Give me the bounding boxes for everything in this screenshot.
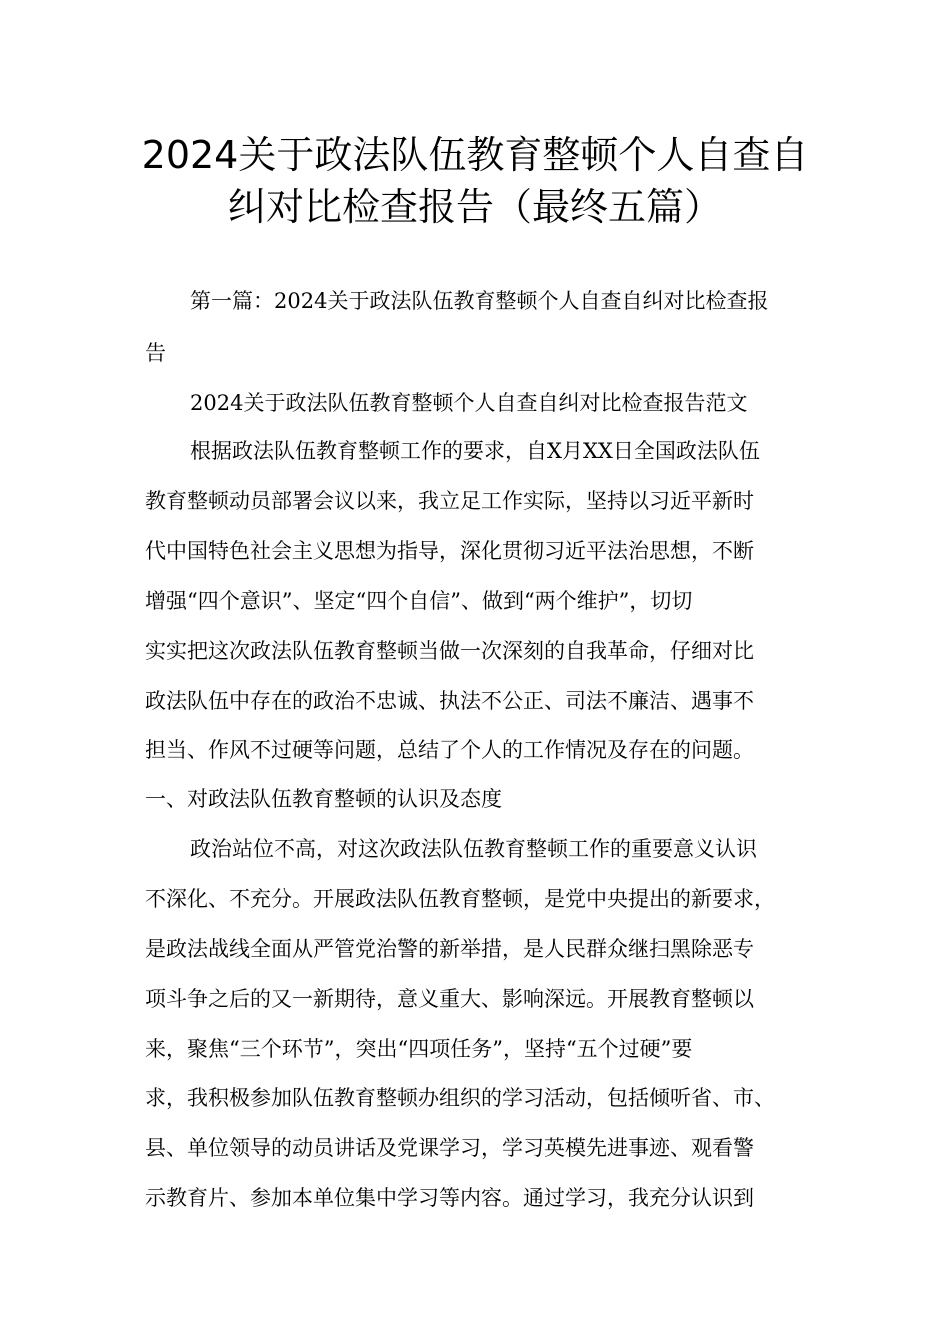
- paragraph-line: 县、单位领导的动员讲话及党课学习，学习英模先进事迹、观看警: [145, 1136, 754, 1160]
- paragraph-line: 教育整顿动员部署会议以来，我立足工作实际，坚持以习近平新时: [145, 489, 754, 513]
- paragraph-line: 增强“四个意识”、坚定“四个自信”、做到“两个维护”，切切: [145, 589, 693, 613]
- article-heading-line: 告: [145, 341, 166, 365]
- paragraph-line: 不深化、不充分。开展政法队伍教育整顿，是党中央提出的新要求，: [145, 887, 775, 911]
- paragraph-line: 实实把这次政法队伍教育整顿当做一次深刻的自我革命，仔细对比: [145, 639, 754, 663]
- paragraph-line: 是政法战线全面从严管党治警的新举措，是人民群众继扫黑除恶专: [145, 937, 754, 961]
- paragraph-line: 政治站位不高，对这次政法队伍教育整顿工作的重要意义认识: [190, 837, 757, 861]
- article-subtitle: 2024关于政法队伍教育整顿个人自查自纠对比检查报告范文: [190, 391, 748, 415]
- section-heading: 一、对政法队伍教育整顿的认识及态度: [145, 787, 502, 811]
- document-title-line-1: 2024关于政法队伍教育整顿个人自查自: [141, 133, 809, 177]
- paragraph-line: 来，聚焦“三个环节”，突出“四项任务”，坚持“五个过硬”要: [145, 1037, 693, 1061]
- paragraph-line: 求，我积极参加队伍教育整顿办组织的学习活动，包括倾听省、市、: [145, 1086, 775, 1110]
- paragraph-line: 示教育片、参加本单位集中学习等内容。通过学习，我充分认识到: [145, 1186, 754, 1210]
- paragraph-line: 根据政法队伍教育整顿工作的要求，自X月XX日全国政法队伍: [190, 439, 760, 463]
- document-title-line-2: 纠对比检查报告（最终五篇）: [227, 185, 722, 229]
- paragraph-line: 担当、作风不过硬等问题，总结了个人的工作情况及存在的问题。: [145, 738, 754, 762]
- paragraph-line: 项斗争之后的又一新期待，意义重大、影响深远。开展教育整顿以: [145, 987, 754, 1011]
- paragraph-line: 政法队伍中存在的政治不忠诚、执法不公正、司法不廉洁、遇事不: [145, 689, 754, 713]
- article-heading-line: 第一篇：2024关于政法队伍教育整顿个人自查自纠对比检查报: [190, 289, 769, 313]
- paragraph-line: 代中国特色社会主义思想为指导，深化贯彻习近平法治思想，不断: [145, 539, 754, 563]
